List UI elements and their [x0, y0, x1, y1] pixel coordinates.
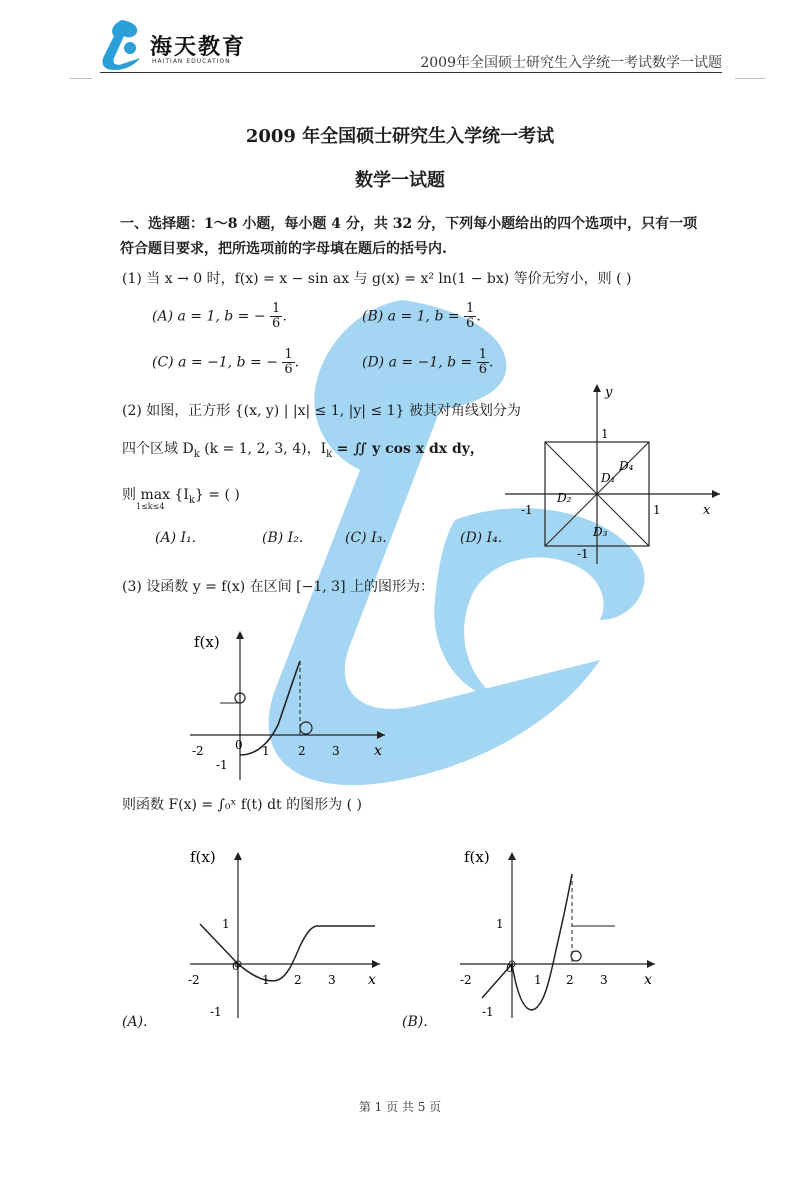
- header-dash-left: [70, 78, 92, 79]
- tick-neg1: -1: [216, 758, 228, 772]
- frac-den: 6: [272, 316, 281, 331]
- q2-line3-a: 则 max {I: [122, 487, 189, 503]
- q2-option-d: (D) I₄.: [460, 530, 503, 546]
- q2-max-sub: 1≤k≤4: [136, 502, 165, 511]
- y-arrow: [593, 384, 601, 392]
- frac-num: 1: [466, 301, 475, 316]
- q1-option-a-text: (A) a = 1, b = −: [152, 308, 266, 325]
- y-arrow: [234, 852, 242, 860]
- region-d1: D₁: [601, 471, 616, 485]
- open-point-2: [300, 722, 312, 734]
- tick-neg1: -1: [482, 1005, 494, 1019]
- tick-neg1: -1: [210, 1005, 222, 1019]
- tick-0: 0: [232, 960, 239, 973]
- tick--2: -2: [192, 744, 204, 758]
- q2-line3: 则 $\max \{I_k\}$ = ( ): [122, 487, 240, 506]
- tick-1: 1: [262, 973, 270, 987]
- region-d3: D₃: [593, 525, 608, 539]
- q1-option-d: (D) a = −1, b = $\frac{1}{6}$ .: [362, 347, 494, 377]
- region-d4: D₄: [619, 459, 634, 473]
- header-title: 2009年全国硕士研究生入学统一考试数学一试题: [420, 55, 722, 71]
- frac-num: 1: [284, 347, 293, 362]
- tick-1: 1: [262, 744, 270, 758]
- q1-option-c-frac: [282, 348, 294, 377]
- exam-title: 2009 年全国硕士研究生入学统一考试: [245, 126, 555, 147]
- curve: [200, 924, 375, 981]
- q1-option-b-frac: [464, 302, 476, 331]
- tick-0: 0: [506, 962, 513, 975]
- tick-1-y: 1: [222, 917, 230, 931]
- q2-line2-c: = ∬ y cos x dx dy，: [336, 441, 484, 457]
- q1-option-b: (B) a = 1, b = $\frac{1}{6}$ .: [362, 301, 481, 331]
- q1-option-a-frac: [270, 302, 282, 331]
- tick-neg1-y: -1: [577, 547, 589, 561]
- tick-neg1-x: -1: [521, 503, 533, 517]
- q1-option-a: (A) a = 1, b = − $\frac{1}{6}$ .: [152, 301, 287, 331]
- curve: [482, 874, 572, 1010]
- q3-figure-b: [450, 838, 670, 1038]
- q1-option-b-text: (B) a = 1, b =: [362, 308, 460, 325]
- q2-option-a: (A) I₁.: [155, 530, 197, 546]
- tick-1-y: 1: [496, 917, 504, 931]
- curve: [240, 661, 300, 755]
- x-arrow: [377, 731, 385, 739]
- tick-3: 3: [600, 973, 608, 987]
- y-label: y: [605, 385, 613, 400]
- x-arrow: [647, 960, 655, 968]
- tick-3: 3: [332, 744, 340, 758]
- q2-line3-b: } = ( ): [194, 487, 240, 503]
- x-label: x: [374, 743, 382, 759]
- q3-figure-a: [170, 838, 390, 1038]
- y-label: f(x): [194, 633, 220, 651]
- y-label: f(x): [190, 848, 216, 866]
- x-label: x: [644, 972, 652, 988]
- tick--2: -2: [460, 973, 472, 987]
- q3-line2: 则函数 F(x) = ∫₀ˣ f(t) dt 的图形为 ( ): [122, 797, 362, 813]
- q2-line2: 四个区域 $D_k$ (k = 1, 2, 3, 4)，$I_k$ = ∬ y cos x dx dy，: [122, 441, 484, 460]
- y-arrow: [236, 631, 244, 639]
- q2-figure: [505, 378, 735, 568]
- x-arrow: [372, 960, 380, 968]
- tick-2: 2: [566, 973, 574, 987]
- x-label: x: [368, 972, 376, 988]
- frac-num: 1: [478, 347, 487, 362]
- logo-text: 海天教育: [150, 34, 247, 60]
- tick-3: 3: [328, 973, 336, 987]
- tick-0: 0: [235, 738, 243, 752]
- frac-den: 6: [478, 362, 487, 377]
- logo-subtitle: HAITIAN EDUCATION: [152, 58, 231, 65]
- section-heading: 一、选择题：1～8 小题，每小题 4 分，共 32 分，下列每小题给出的四个选项中，只有一项: [120, 216, 698, 232]
- tick-1-y: 1: [601, 427, 609, 441]
- tick-1: 1: [534, 973, 542, 987]
- tick--2: -2: [188, 973, 200, 987]
- q1-option-d-frac: [477, 348, 489, 377]
- open-point: [571, 951, 581, 961]
- tick-1-x: 1: [653, 503, 661, 517]
- q3-stem: (3) 设函数 y = f(x) 在区间 [−1, 3] 上的图形为：: [122, 579, 434, 595]
- x-arrow: [712, 490, 720, 498]
- frac-den: 6: [284, 362, 293, 377]
- q2-stem: (2) 如图，正方形 {(x, y) | |x| ≤ 1, |y| ≤ 1} 被其对角线划分为: [122, 403, 521, 419]
- q2-option-b: (B) I₂.: [262, 530, 304, 546]
- q2-line2-a: 四个区域 D: [122, 441, 194, 457]
- q1-option-c-text: (C) a = −1, b = −: [152, 354, 278, 371]
- q1-stem: (1) 当 x → 0 时，f(x) = x − sin ax 与 g(x) = x² ln(1 − bx) 等价无穷小，则 ( ): [122, 271, 632, 287]
- frac-den: 6: [466, 316, 475, 331]
- q3-option-a-label: (A).: [122, 1014, 148, 1030]
- q3-main-figure: [180, 615, 400, 785]
- q1-option-c: (C) a = −1, b = − $\frac{1}{6}$ .: [152, 347, 300, 377]
- x-label: x: [703, 503, 711, 518]
- header-rule: [100, 72, 722, 73]
- exam-subtitle: 数学一试题: [355, 170, 445, 191]
- q1-option-d-text: (D) a = −1, b =: [362, 354, 473, 371]
- header-dash-right: [735, 78, 765, 79]
- q2-line2-b: (k = 1, 2, 3, 4)，I: [204, 441, 327, 457]
- q3-option-b-label: (B).: [402, 1014, 428, 1030]
- q2-option-c: (C) I₃.: [345, 530, 387, 546]
- section-heading-line2: 符合题目要求，把所选项前的字母填在题后的括号内.: [120, 241, 447, 257]
- logo-icon: [100, 18, 146, 70]
- tick-2: 2: [294, 973, 302, 987]
- tick-2: 2: [298, 744, 306, 758]
- y-arrow: [508, 852, 516, 860]
- y-label: f(x): [464, 848, 490, 866]
- frac-num: 1: [272, 301, 281, 316]
- page-footer: 第 1 页 共 5 页: [358, 1100, 442, 1114]
- region-d2: D₂: [557, 491, 572, 505]
